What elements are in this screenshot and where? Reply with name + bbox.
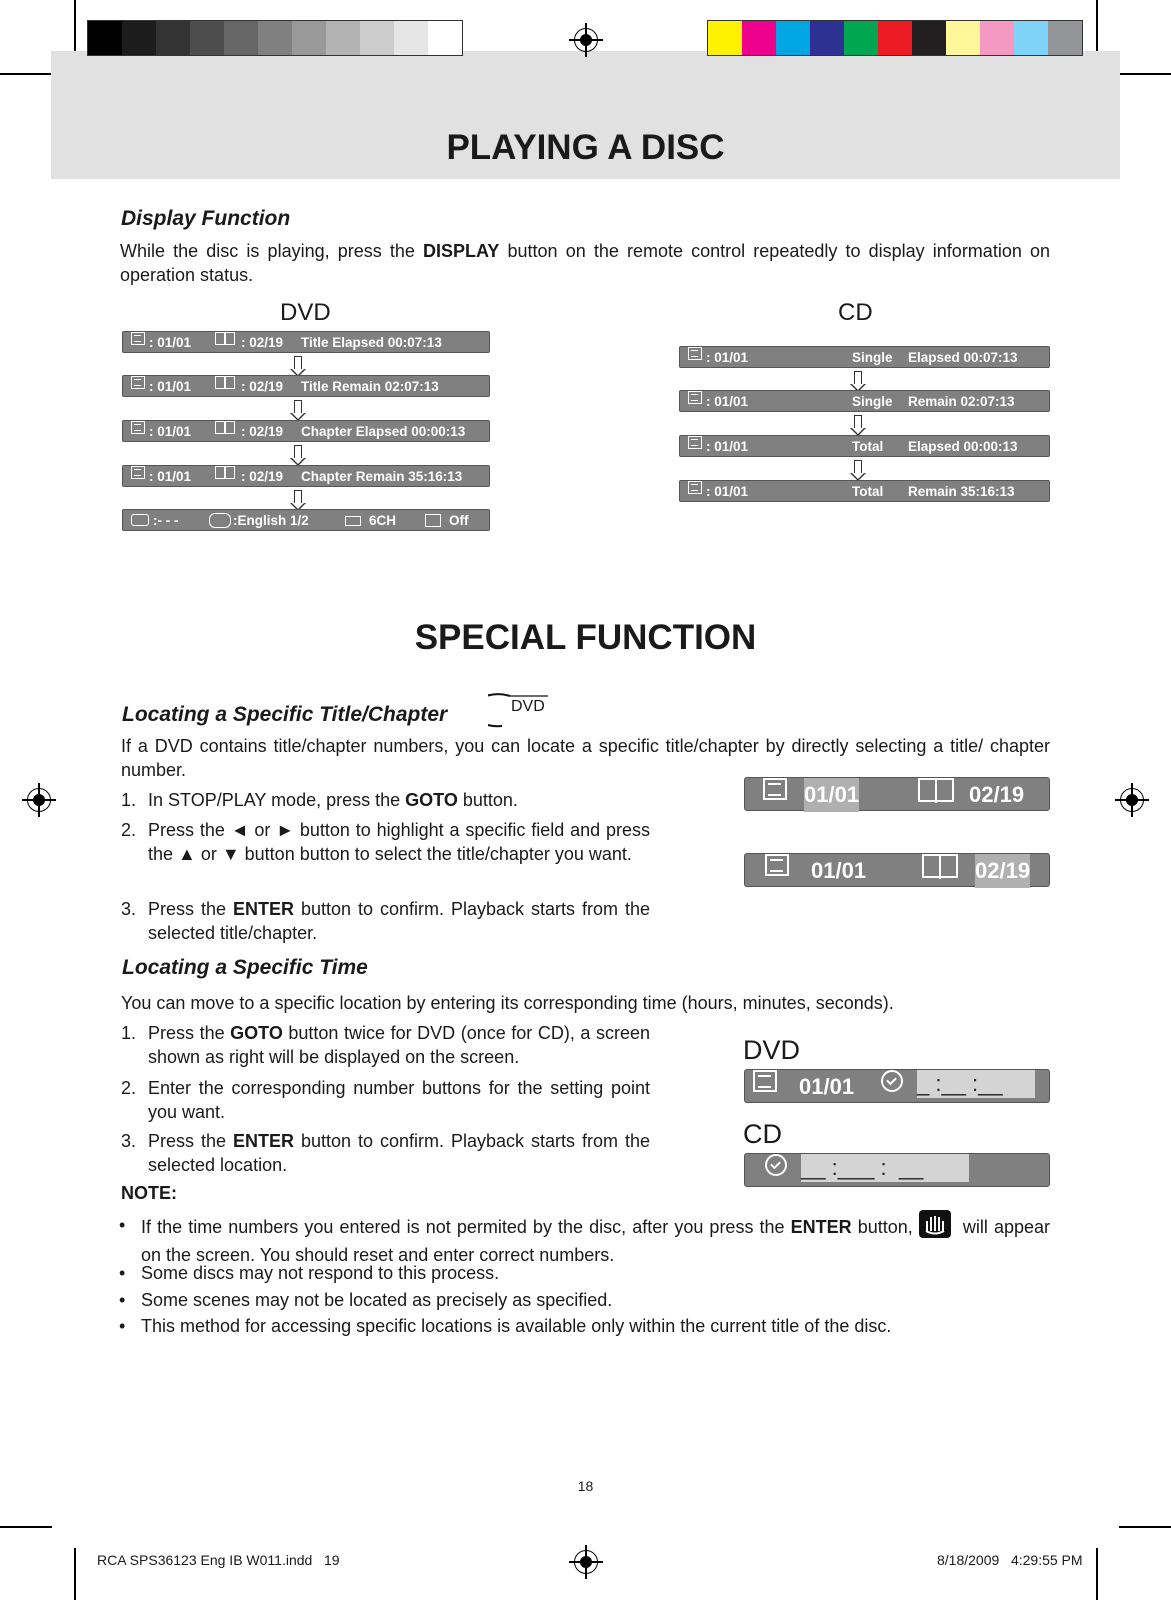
color-swatch [708,21,742,55]
track-icon [688,436,702,449]
mode-value: Single [852,394,893,409]
color-swatch [742,21,776,55]
title-number-field: 01/01 [811,858,867,883]
grayscale-color-bar [87,20,463,56]
step-text: In STOP/PLAY mode, press the [148,790,406,810]
track-icon [688,347,702,360]
crop-mark [1119,73,1171,75]
dvd-osd-bar [122,331,490,353]
status-value: Elapsed 00:07:13 [908,350,1018,365]
chapter-icon [922,854,958,878]
chapter-icon [215,332,235,345]
title-value: : 01/01 [149,424,192,439]
step-bold-text: ENTER [233,899,295,919]
camera-angle-icon [425,514,441,527]
angle-value: Off [449,513,469,528]
color-calibration-bar [707,20,1083,56]
channels-value: 6CH [369,513,397,528]
dvd-label: DVD [280,299,331,326]
title-value: : 01/01 [149,379,192,394]
step-text: button to confirm. Playback starts from the selected location. [148,1131,650,1175]
clock-icon [881,1070,903,1092]
title-icon [131,376,145,389]
step-text: button twice for DVD (once for CD), a screen shown as right will be displayed on the screen. [148,1023,650,1067]
chapter-icon [215,466,235,479]
locate-title-intro: If a DVD contains title/chapter numbers, you can locate a specific title/chapter by directly selecting a title/ chapter number. [121,736,1050,780]
title-icon [131,332,145,345]
status-value: Title Remain 02:07:13 [301,379,439,394]
cd-osd-bar [679,346,1050,368]
mode-value: Total [852,484,884,499]
chapter-value: : 02/19 [241,469,284,484]
audio-value: :English 1/2 [233,513,309,528]
step-number: 3. [121,899,137,919]
down-arrow-icon [854,460,862,474]
list-item [121,1021,650,1069]
note-label: NOTE: [121,1183,177,1203]
chapter-icon [215,376,235,389]
note-item [119,1261,1050,1285]
color-swatch [776,21,810,55]
step-text: Press the [148,1131,233,1151]
dvd-time-label: DVD [743,1035,801,1065]
title-icon [131,421,145,434]
section-heading-display-function: Display Function [121,207,291,230]
special-function-title: SPECIAL FUNCTION [414,618,757,657]
time-entry-field[interactable]: __ :___ : __ [801,1154,969,1182]
note-item [119,1213,1051,1267]
list-item [121,788,650,812]
step-text: Press the [148,899,233,919]
step-number: 2. [121,1078,137,1098]
title-icon [765,854,789,876]
bullet: • [119,1263,126,1283]
note-bold-text: ENTER [790,1216,852,1237]
track-value: : 01/01 [706,439,749,454]
list-item [121,897,650,945]
note-text: Some discs may not respond to this process. [141,1263,500,1283]
step-number: 2. [121,820,137,840]
color-swatch [360,21,394,55]
down-arrow-icon [294,445,302,459]
color-swatch [946,21,980,55]
footer-filename: RCA SPS36123 Eng IB W011.indd 19 [97,1552,340,1568]
section-heading-locate-title: Locating a Specific Title/Chapter [122,703,448,726]
bullet: • [119,1215,126,1235]
dvd-osd-bar [122,375,490,397]
color-swatch [912,21,946,55]
display-function-text: While the disc is playing, press the DISPLAY button on the remote control repeatedly to display information on operation status. [120,241,1050,285]
down-arrow-icon [294,356,302,370]
crop-mark [1096,0,1098,52]
color-swatch [844,21,878,55]
title-number-field: 01/01 [804,778,859,812]
color-swatch [190,21,224,55]
color-swatch [980,21,1014,55]
time-entry-field[interactable]: _ :__ :__ [917,1070,1035,1098]
locate-time-intro: You can move to a specific location by entering its corresponding time (hours, minutes, seconds). [121,993,894,1013]
audio-icon [209,513,231,528]
cd-osd-bar [679,435,1050,457]
chapter-value: : 02/19 [241,335,284,350]
title-icon [131,466,145,479]
crop-mark [1119,1526,1171,1528]
note-text: This method for accessing specific locations is available only within the current title of the disc. [141,1316,892,1336]
title-icon [763,778,787,800]
list-item [121,1076,650,1124]
color-swatch [156,21,190,55]
dvd-badge-text: DVD [511,698,545,715]
dvd-osd-bar [122,465,490,487]
track-icon [688,391,702,404]
track-value: : 01/01 [706,484,749,499]
mode-value: Total [852,439,884,454]
mode-value: Single [852,350,893,365]
cd-time-label: CD [743,1119,782,1149]
step-number: 3. [121,1131,137,1151]
crop-mark [1096,1548,1098,1600]
list-item [121,1129,650,1177]
invalid-hand-icon [918,1209,952,1239]
registration-mark-icon [1120,788,1144,812]
step-bold-text: ENTER [233,1131,295,1151]
crop-mark [74,1548,76,1600]
goto-osd-title-highlight [744,777,1050,811]
cd-osd-bar [679,390,1050,412]
clock-icon [765,1154,787,1176]
list-item [121,818,650,866]
step-text: button to confirm. Playback starts from the selected title/chapter. [148,899,650,943]
title-number-field: 01/01 [799,1074,855,1099]
status-value: Chapter Elapsed 00:00:13 [301,424,466,439]
goto-time-osd-cd [744,1153,1050,1187]
page-number: 18 [577,1478,594,1494]
title-value: : 01/01 [149,335,192,350]
subtitle-icon [131,514,149,526]
color-swatch [428,21,462,55]
down-arrow-icon [294,490,302,504]
step-bold-text: GOTO [405,790,458,810]
color-swatch [224,21,258,55]
chapter-icon [215,421,235,434]
color-swatch [326,21,360,55]
color-swatch [292,21,326,55]
chapter-value: : 02/19 [241,379,284,394]
chapter-number-field: 02/19 [975,854,1030,888]
footer-timestamp: 8/18/2009 4:29:55 PM [937,1552,1083,1568]
dvd-disc-icon [488,692,550,728]
registration-mark-icon [27,788,51,812]
step-bold-text: GOTO [230,1023,283,1043]
color-swatch [878,21,912,55]
note-text: will appear on the screen. You should reset and enter correct numbers. [141,1216,1051,1265]
dolby-icon [345,516,361,526]
step-number: 1. [121,790,137,810]
cd-osd-bar [679,480,1050,502]
bullet: • [119,1316,126,1336]
crop-mark [0,1526,52,1528]
status-value: Remain 35:16:13 [908,484,1015,499]
goto-osd-chapter-highlight [744,853,1050,887]
bullet: • [119,1290,126,1310]
dvd-osd-bar [122,420,490,442]
step-text: Press the ◄ or ► button to highlight a specific field and press the ▲ or ▼ button button to select the title/chapter you want. [148,820,650,864]
page-title: PLAYING A DISC [446,128,725,167]
chapter-icon [918,778,954,802]
title-icon [753,1070,777,1092]
step-text: button. [457,790,518,810]
crop-mark [0,73,52,75]
section-heading-locate-time: Locating a Specific Time [122,956,368,979]
note-text: If the time numbers you entered is not permited by the disc, after you press the [141,1216,791,1237]
color-swatch [122,21,156,55]
down-arrow-icon [854,415,862,429]
subtitle-value: :- - - [153,513,179,528]
color-swatch [810,21,844,55]
note-item [119,1288,1050,1312]
dvd-osd-settings-bar [122,509,490,531]
track-value: : 01/01 [706,394,749,409]
goto-time-osd-dvd [744,1069,1050,1103]
color-swatch [88,21,122,55]
track-icon [688,481,702,494]
step-text: Press the [148,1023,231,1043]
status-value: Elapsed 00:00:13 [908,439,1018,454]
step-text: Enter the corresponding number buttons for the setting point you want. [148,1078,650,1122]
title-value: : 01/01 [149,469,192,484]
color-swatch [394,21,428,55]
registration-mark-icon [574,1550,598,1574]
note-text: Some scenes may not be located as precisely as specified. [141,1290,613,1310]
chapter-value: : 02/19 [241,424,284,439]
color-swatch [1048,21,1082,55]
track-value: : 01/01 [706,350,749,365]
color-swatch [258,21,292,55]
color-swatch [1014,21,1048,55]
step-number: 1. [121,1023,137,1043]
status-value: Chapter Remain 35:16:13 [301,469,463,484]
down-arrow-icon [294,400,302,414]
note-text: button, [851,1216,913,1237]
chapter-number-field: 02/19 [969,782,1025,807]
cd-label: CD [838,299,873,326]
status-value: Remain 02:07:13 [908,394,1015,409]
status-value: Title Elapsed 00:07:13 [301,335,442,350]
down-arrow-icon [854,371,862,385]
registration-mark-icon [574,28,598,52]
crop-mark [74,0,76,52]
note-item [119,1314,1050,1338]
